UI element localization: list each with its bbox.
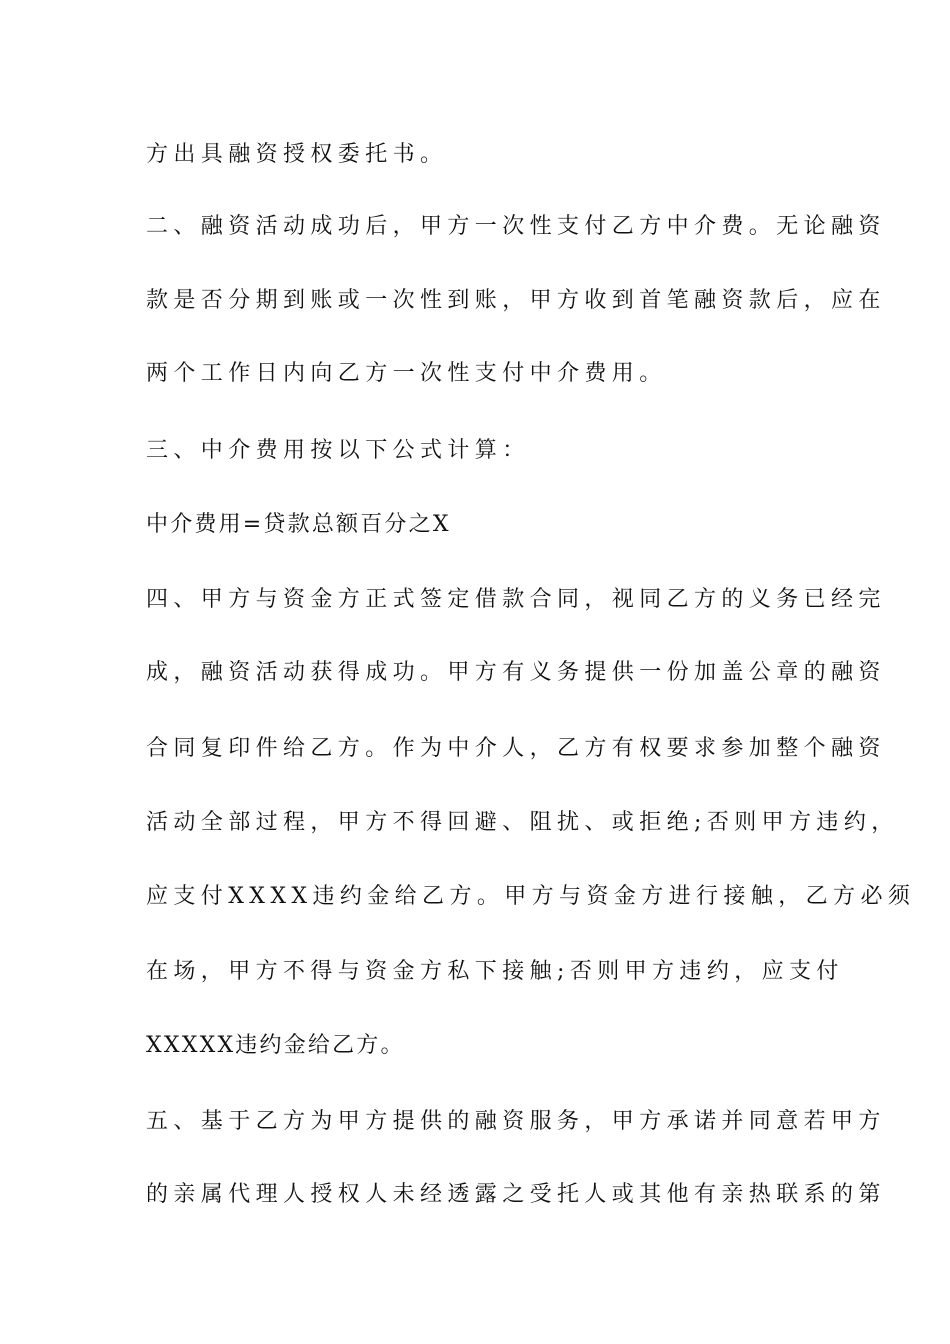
text-line-5: 三、中介费用按以下公式计算： bbox=[146, 438, 530, 463]
text-line-9: 合同复印件给乙方。作为中介人，乙方有权要求参加整个融资 bbox=[146, 736, 886, 761]
text-line-8: 成，融资活动获得成功。甲方有义务提供一份加盖公章的融资 bbox=[146, 660, 886, 685]
text-line-4: 两个工作日内向乙方一次性支付中介费用。 bbox=[146, 361, 667, 386]
text-line-2: 二、融资活动成功后，甲方一次性支付乙方中介费。无论融资 bbox=[146, 214, 886, 239]
text-line-7: 四、甲方与资金方正式签定借款合同，视同乙方的义务已经完 bbox=[146, 587, 886, 612]
text-line-3: 款是否分期到账或一次性到账，甲方收到首笔融资款后，应在 bbox=[146, 288, 886, 313]
text-line-6: 中介费用=贷款总额百分之X bbox=[146, 512, 451, 537]
text-line-12: 在场，甲方不得与资金方私下接触;否则甲方违约，应支付 bbox=[146, 959, 844, 984]
text-line-14: 五、基于乙方为甲方提供的融资服务，甲方承诺并同意若甲方 bbox=[146, 1109, 886, 1134]
text-line-1: 方出具融资授权委托书。 bbox=[146, 142, 448, 167]
text-line-11: 应支付XXXX违约金给乙方。甲方与资金方进行接触，乙方必须 bbox=[146, 884, 916, 909]
text-line-10: 活动全部过程，甲方不得回避、阻扰、或拒绝;否则甲方违约， bbox=[146, 810, 899, 835]
text-line-13: XXXXX违约金给乙方。 bbox=[146, 1033, 405, 1058]
text-line-15: 的亲属代理人授权人未经透露之受托人或其他有亲热联系的第 bbox=[146, 1182, 886, 1207]
